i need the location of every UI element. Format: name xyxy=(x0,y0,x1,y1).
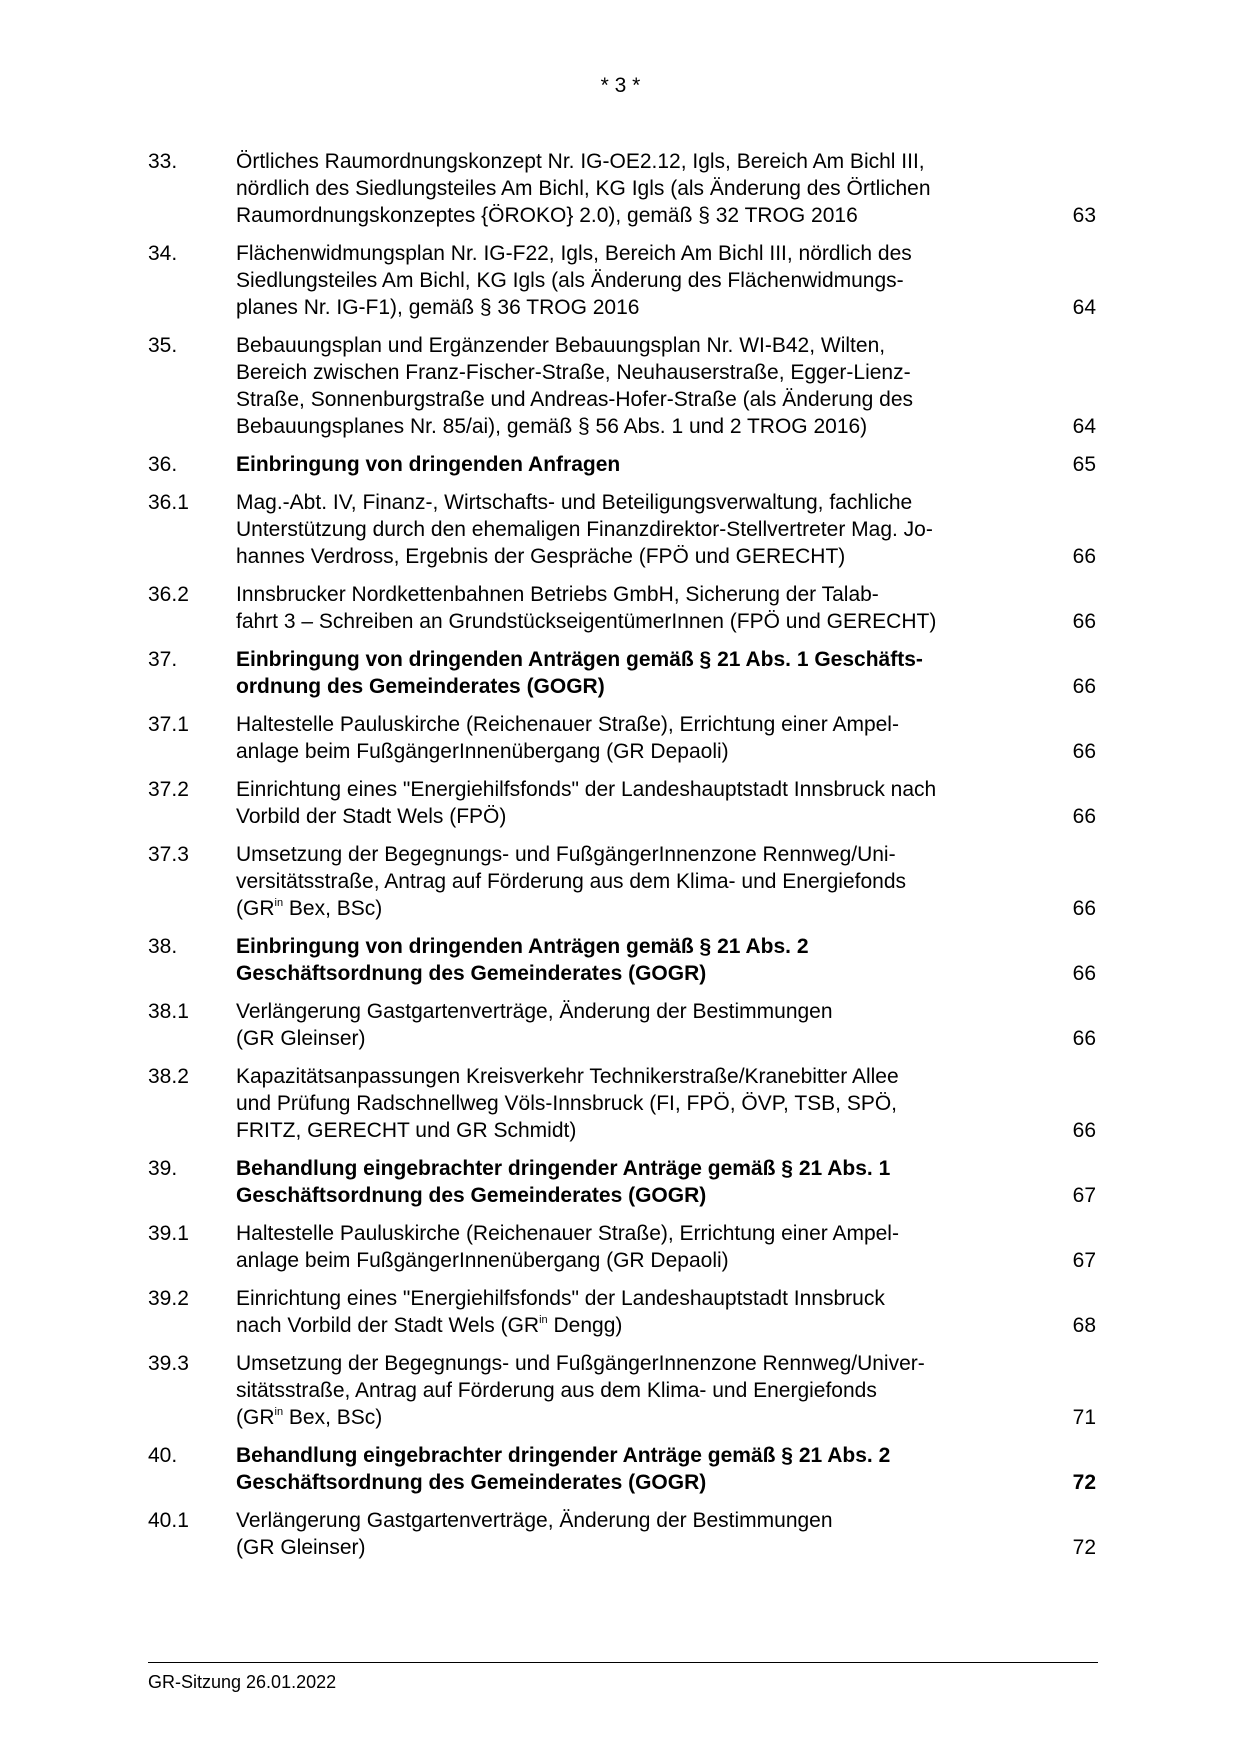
toc-entry xyxy=(148,451,1096,478)
table-of-contents xyxy=(148,148,1096,1572)
toc-entry-page: 63 xyxy=(1072,204,1096,227)
toc-entry-title-line: Einbringung von dringenden Anfragen xyxy=(236,453,621,476)
title-text: (GR xyxy=(236,897,275,920)
toc-entry-number: 37.2 xyxy=(148,778,189,801)
toc-entry-title xyxy=(236,711,966,765)
toc-entry-title-line: Geschäftsordnung des Gemeinderates (GOGR) xyxy=(236,1471,707,1494)
toc-entry-title xyxy=(236,1063,966,1144)
toc-entry xyxy=(148,1285,1096,1339)
toc-entry-title-line: Einbringung von dringenden Anträgen gemäß § 21 Abs. 1 Geschäfts- xyxy=(236,648,923,671)
toc-entry-number: 37.3 xyxy=(148,843,189,866)
toc-entry-page: 66 xyxy=(1072,675,1096,698)
toc-entry-title-line: Bereich zwischen Franz-Fischer-Straße, Neuhauserstraße, Egger-Lienz- xyxy=(236,361,911,384)
toc-entry-page: 66 xyxy=(1072,1027,1096,1050)
toc-entry-title-line: fahrt 3 – Schreiben an GrundstückseigentümerInnen (FPÖ und GERECHT) xyxy=(236,610,937,633)
toc-entry-title xyxy=(236,841,966,922)
footer-divider xyxy=(148,1662,1098,1663)
toc-entry-page: 66 xyxy=(1072,1119,1096,1142)
toc-entry-title-line: Behandlung eingebrachter dringender Anträge gemäß § 21 Abs. 1 xyxy=(236,1157,891,1180)
toc-entry-title-line: Einbringung von dringenden Anträgen gemäß § 21 Abs. 2 xyxy=(236,935,809,958)
toc-entry-number: 40.1 xyxy=(148,1509,189,1532)
toc-entry-title-line: Verlängerung Gastgartenverträge, Änderung der Bestimmungen xyxy=(236,1509,833,1532)
superscript: in xyxy=(274,1406,284,1418)
toc-entry-title-line: Geschäftsordnung des Gemeinderates (GOGR) xyxy=(236,962,707,985)
toc-entry-title xyxy=(236,998,966,1052)
toc-entry-title-line: hannes Verdross, Ergebnis der Gespräche (FPÖ und GERECHT) xyxy=(236,545,846,568)
toc-entry-title-line xyxy=(236,1404,966,1431)
toc-entry xyxy=(148,1220,1096,1274)
toc-entry xyxy=(148,240,1096,321)
toc-entry-number: 35. xyxy=(148,334,178,357)
toc-entry-title-line: versitätsstraße, Antrag auf Förderung aus dem Klima- und Energiefonds xyxy=(236,870,907,893)
toc-entry xyxy=(148,1063,1096,1144)
toc-entry-page: 66 xyxy=(1072,545,1096,568)
toc-entry-title-line: FRITZ, GERECHT und GR Schmidt) xyxy=(236,1119,577,1142)
toc-entry-title-line: Straße, Sonnenburgstraße und Andreas-Hofer-Straße (als Änderung des xyxy=(236,388,914,411)
toc-entry-number: 37.1 xyxy=(148,713,189,736)
toc-entry-title-line: Flächenwidmungsplan Nr. IG-F22, Igls, Bereich Am Bichl III, nördlich des xyxy=(236,242,912,265)
toc-entry-page: 66 xyxy=(1072,962,1096,985)
toc-entry-title-line: sitätsstraße, Antrag auf Förderung aus dem Klima- und Energiefonds xyxy=(236,1379,877,1402)
toc-entry-title-line: Unterstützung durch den ehemaligen Finanzdirektor-Stellvertreter Mag. Jo- xyxy=(236,518,933,541)
toc-entry xyxy=(148,711,1096,765)
toc-entry-page: 72 xyxy=(1072,1536,1096,1559)
toc-entry-title-line: ordnung des Gemeinderates (GOGR) xyxy=(236,675,605,698)
toc-entry-title xyxy=(236,1155,966,1209)
toc-entry-page: 64 xyxy=(1072,296,1096,319)
title-text: (GR xyxy=(236,1406,275,1429)
toc-entry-title-line: Geschäftsordnung des Gemeinderates (GOGR) xyxy=(236,1184,707,1207)
superscript: in xyxy=(539,1314,548,1326)
toc-entry-title xyxy=(236,451,966,478)
toc-entry-page: 72 xyxy=(1072,1471,1096,1494)
toc-entry xyxy=(148,646,1096,700)
toc-entry-number: 38. xyxy=(148,935,178,958)
toc-entry-title-line xyxy=(236,895,966,922)
toc-entry-title xyxy=(236,148,966,229)
footer-session-date: GR-Sitzung 26.01.2022 xyxy=(148,1672,337,1692)
toc-entry-number: 36. xyxy=(148,453,178,476)
toc-entry-page: 66 xyxy=(1072,805,1096,828)
toc-entry-title-line: Raumordnungskonzeptes {ÖROKO} 2.0), gemäß § 32 TROG 2016 xyxy=(236,204,858,227)
toc-entry-number: 39.2 xyxy=(148,1287,189,1310)
toc-entry-title xyxy=(236,332,966,440)
toc-entry-title xyxy=(236,1350,966,1431)
toc-entry-number: 39.3 xyxy=(148,1352,189,1375)
toc-entry-page: 65 xyxy=(1072,453,1096,476)
toc-entry-title xyxy=(236,933,966,987)
toc-entry-title xyxy=(236,489,966,570)
toc-entry-title xyxy=(236,646,966,700)
toc-entry xyxy=(148,1350,1096,1431)
toc-entry-number: 39. xyxy=(148,1157,178,1180)
toc-entry-title-line: anlage beim FußgängerInnenübergang (GR Depaoli) xyxy=(236,740,729,763)
toc-entry-title-line: Umsetzung der Begegnungs- und FußgängerInnenzone Rennweg/Uni- xyxy=(236,843,896,866)
toc-entry-title-line: Einrichtung eines "Energiehilfsfonds" der Landeshauptstadt Innsbruck nach xyxy=(236,778,937,801)
toc-entry-page: 67 xyxy=(1072,1249,1096,1272)
toc-entry-title-line: (GR Gleinser) xyxy=(236,1536,366,1559)
toc-entry-number: 40. xyxy=(148,1444,178,1467)
toc-entry-title-line xyxy=(236,1312,966,1339)
toc-entry-number: 38.1 xyxy=(148,1000,189,1023)
toc-entry xyxy=(148,998,1096,1052)
toc-entry xyxy=(148,581,1096,635)
title-text: Dengg) xyxy=(547,1314,623,1337)
toc-entry-title-line: Verlängerung Gastgartenverträge, Änderung der Bestimmungen xyxy=(236,1000,833,1023)
toc-entry-title-line: nördlich des Siedlungsteiles Am Bichl, KG Igls (als Änderung des Örtlichen xyxy=(236,177,931,200)
toc-entry xyxy=(148,841,1096,922)
toc-entry-number: 36.2 xyxy=(148,583,189,606)
toc-entry-page: 71 xyxy=(1072,1406,1096,1429)
toc-entry xyxy=(148,776,1096,830)
toc-entry-title-line: anlage beim FußgängerInnenübergang (GR Depaoli) xyxy=(236,1249,729,1272)
title-text: nach Vorbild der Stadt Wels (GR xyxy=(236,1314,540,1337)
toc-entry-title-line: Behandlung eingebrachter dringender Anträge gemäß § 21 Abs. 2 xyxy=(236,1444,891,1467)
toc-entry-title-line: planes Nr. IG-F1), gemäß § 36 TROG 2016 xyxy=(236,296,640,319)
toc-entry xyxy=(148,1507,1096,1561)
toc-entry-page: 68 xyxy=(1072,1314,1096,1337)
toc-entry-title-line: Einrichtung eines "Energiehilfsfonds" der Landeshauptstadt Innsbruck xyxy=(236,1287,885,1310)
toc-entry-title-line: Siedlungsteiles Am Bichl, KG Igls (als Änderung des Flächenwidmungs- xyxy=(236,269,904,292)
toc-entry-title-line: und Prüfung Radschnellweg Völs-Innsbruck (FI, FPÖ, ÖVP, TSB, SPÖ, xyxy=(236,1092,898,1115)
page-number: * 3 * xyxy=(600,74,641,97)
toc-entry-title xyxy=(236,1220,966,1274)
toc-entry-title xyxy=(236,581,966,635)
toc-entry-title xyxy=(236,1507,966,1561)
toc-entry-title xyxy=(236,776,966,830)
toc-entry-page: 67 xyxy=(1072,1184,1096,1207)
toc-entry xyxy=(148,933,1096,987)
toc-entry-title-line: (GR Gleinser) xyxy=(236,1027,366,1050)
toc-entry-number: 34. xyxy=(148,242,178,265)
toc-entry xyxy=(148,148,1096,229)
toc-entry-title-line: Bebauungsplanes Nr. 85/ai), gemäß § 56 Abs. 1 und 2 TROG 2016) xyxy=(236,415,868,438)
superscript: in xyxy=(274,897,284,909)
toc-entry-page: 66 xyxy=(1072,897,1096,920)
toc-entry-title-line: Haltestelle Pauluskirche (Reichenauer Straße), Errichtung einer Ampel- xyxy=(236,1222,899,1245)
toc-entry-title-line: Vorbild der Stadt Wels (FPÖ) xyxy=(236,805,507,828)
toc-entry xyxy=(148,332,1096,440)
toc-entry-title-line: Haltestelle Pauluskirche (Reichenauer Straße), Errichtung einer Ampel- xyxy=(236,713,899,736)
toc-entry xyxy=(148,1442,1096,1496)
toc-entry-title xyxy=(236,240,966,321)
toc-entry-number: 38.2 xyxy=(148,1065,189,1088)
toc-entry-title-line: Mag.-Abt. IV, Finanz-, Wirtschafts- und Beteiligungsverwaltung, fachliche xyxy=(236,491,913,514)
toc-entry-number: 36.1 xyxy=(148,491,189,514)
toc-entry-title-line: Örtliches Raumordnungskonzept Nr. IG-OE2.12, Igls, Bereich Am Bichl III, xyxy=(236,150,925,173)
toc-entry-title-line: Innsbrucker Nordkettenbahnen Betriebs GmbH, Sicherung der Talab- xyxy=(236,583,879,606)
toc-entry-number: 33. xyxy=(148,150,178,173)
title-text: Bex, BSc) xyxy=(283,897,383,920)
toc-entry-page: 64 xyxy=(1072,415,1096,438)
toc-entry-page: 66 xyxy=(1072,740,1096,763)
toc-entry-title xyxy=(236,1442,966,1496)
toc-entry-title-line: Bebauungsplan und Ergänzender Bebauungsplan Nr. WI-B42, Wilten, xyxy=(236,334,886,357)
toc-entry xyxy=(148,1155,1096,1209)
toc-entry-page: 66 xyxy=(1072,610,1096,633)
toc-entry-title-line: Umsetzung der Begegnungs- und FußgängerInnenzone Rennweg/Univer- xyxy=(236,1352,925,1375)
toc-entry-title-line: Kapazitätsanpassungen Kreisverkehr Technikerstraße/Kranebitter Allee xyxy=(236,1065,899,1088)
toc-entry-number: 39.1 xyxy=(148,1222,189,1245)
toc-entry-number: 37. xyxy=(148,648,178,671)
toc-entry xyxy=(148,489,1096,570)
title-text: Bex, BSc) xyxy=(283,1406,383,1429)
toc-entry-title xyxy=(236,1285,966,1339)
